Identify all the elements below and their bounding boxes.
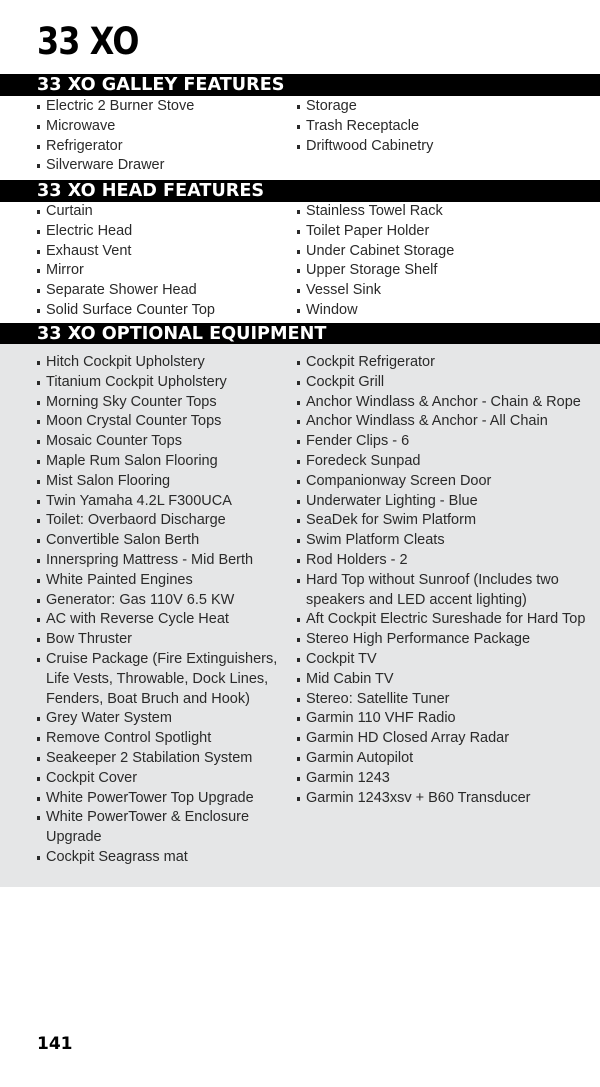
list-item: Generator: Gas 110V 6.5 KW (37, 591, 283, 611)
list-item: Solid Surface Counter Top (37, 301, 287, 321)
list-item: Anchor Windlass & Anchor - All Chain (297, 412, 595, 432)
galley-features-heading: 33 XO GALLEY FEATURES (37, 74, 285, 95)
list-item: Cruise Package (Fire Extinguishers, Life Vests, Throwable, Dock Lines, Fenders, Boat Bruch and Hook) (37, 650, 283, 709)
list-item: Electric 2 Burner Stove (37, 97, 287, 117)
list-item: Anchor Windlass & Anchor - Chain & Rope (297, 393, 595, 413)
list-item: Window (297, 301, 597, 321)
list-item: Grey Water System (37, 709, 283, 729)
list-item: Mirror (37, 261, 287, 281)
list-item: Cockpit Seagrass mat (37, 848, 283, 868)
list-item: Curtain (37, 202, 287, 222)
optional-equipment-right-list (297, 353, 595, 808)
head-features-left-list (37, 202, 287, 321)
optional-equipment-heading: 33 XO OPTIONAL EQUIPMENT (37, 323, 327, 344)
list-item: Cockpit Cover (37, 769, 283, 789)
list-item: Cockpit Grill (297, 373, 595, 393)
list-item: Innerspring Mattress - Mid Berth (37, 551, 283, 571)
list-item: Electric Head (37, 222, 287, 242)
optional-equipment-left-list (37, 353, 283, 868)
list-item: Remove Control Spotlight (37, 729, 283, 749)
list-item: Mist Salon Flooring (37, 472, 283, 492)
list-item: Trash Receptacle (297, 117, 597, 137)
list-item: Underwater Lighting - Blue (297, 492, 595, 512)
list-item: Under Cabinet Storage (297, 242, 597, 262)
list-item: Toilet: Overbaord Discharge (37, 511, 283, 531)
list-item: SeaDek for Swim Platform (297, 511, 595, 531)
list-item: Upper Storage Shelf (297, 261, 597, 281)
list-item: Stereo High Performance Package (297, 630, 595, 650)
galley-features-left-list (37, 97, 287, 176)
list-item: Garmin 1243xsv + B60 Transducer (297, 789, 595, 809)
list-item: Driftwood Cabinetry (297, 137, 597, 157)
list-item: Storage (297, 97, 597, 117)
head-features-heading: 33 XO HEAD FEATURES (37, 180, 265, 201)
list-item: Garmin Autopilot (297, 749, 595, 769)
list-item: AC with Reverse Cycle Heat (37, 610, 283, 630)
list-item: Twin Yamaha 4.2L F300UCA (37, 492, 283, 512)
list-item: Maple Rum Salon Flooring (37, 452, 283, 472)
list-item: Hitch Cockpit Upholstery (37, 353, 283, 373)
list-item: White PowerTower & Enclosure Upgrade (37, 808, 283, 848)
list-item: Companionway Screen Door (297, 472, 595, 492)
galley-features-header (0, 74, 600, 96)
page-title: 33 XO (37, 20, 139, 63)
list-item: Separate Shower Head (37, 281, 287, 301)
list-item: Cockpit Refrigerator (297, 353, 595, 373)
page-number: 141 (37, 1034, 73, 1054)
galley-features-right-list (297, 97, 597, 156)
list-item: Fender Clips - 6 (297, 432, 595, 452)
list-item: Moon Crystal Counter Tops (37, 412, 283, 432)
list-item: Stereo: Satellite Tuner (297, 690, 595, 710)
list-item: Seakeeper 2 Stabilation System (37, 749, 283, 769)
list-item: Silverware Drawer (37, 156, 287, 176)
list-item: Mosaic Counter Tops (37, 432, 283, 452)
list-item: Mid Cabin TV (297, 670, 595, 690)
list-item: Bow Thruster (37, 630, 283, 650)
list-item: Hard Top without Sunroof (Includes two speakers and LED accent lighting) (297, 571, 595, 611)
head-features-right-list (297, 202, 597, 321)
list-item: Refrigerator (37, 137, 287, 157)
list-item: Foredeck Sunpad (297, 452, 595, 472)
list-item: Vessel Sink (297, 281, 597, 301)
list-item: Microwave (37, 117, 287, 137)
list-item: Convertible Salon Berth (37, 531, 283, 551)
head-features-header (0, 180, 600, 202)
list-item: Aft Cockpit Electric Sureshade for Hard Top (297, 610, 595, 630)
list-item: Rod Holders - 2 (297, 551, 595, 571)
list-item: Toilet Paper Holder (297, 222, 597, 242)
list-item: Garmin 110 VHF Radio (297, 709, 595, 729)
list-item: Stainless Towel Rack (297, 202, 597, 222)
list-item: Cockpit TV (297, 650, 595, 670)
list-item: Titanium Cockpit Upholstery (37, 373, 283, 393)
list-item: Swim Platform Cleats (297, 531, 595, 551)
optional-equipment-header (0, 323, 600, 345)
list-item: White Painted Engines (37, 571, 283, 591)
list-item: Garmin 1243 (297, 769, 595, 789)
list-item: Exhaust Vent (37, 242, 287, 262)
list-item: Morning Sky Counter Tops (37, 393, 283, 413)
list-item: Garmin HD Closed Array Radar (297, 729, 595, 749)
list-item: White PowerTower Top Upgrade (37, 789, 283, 809)
